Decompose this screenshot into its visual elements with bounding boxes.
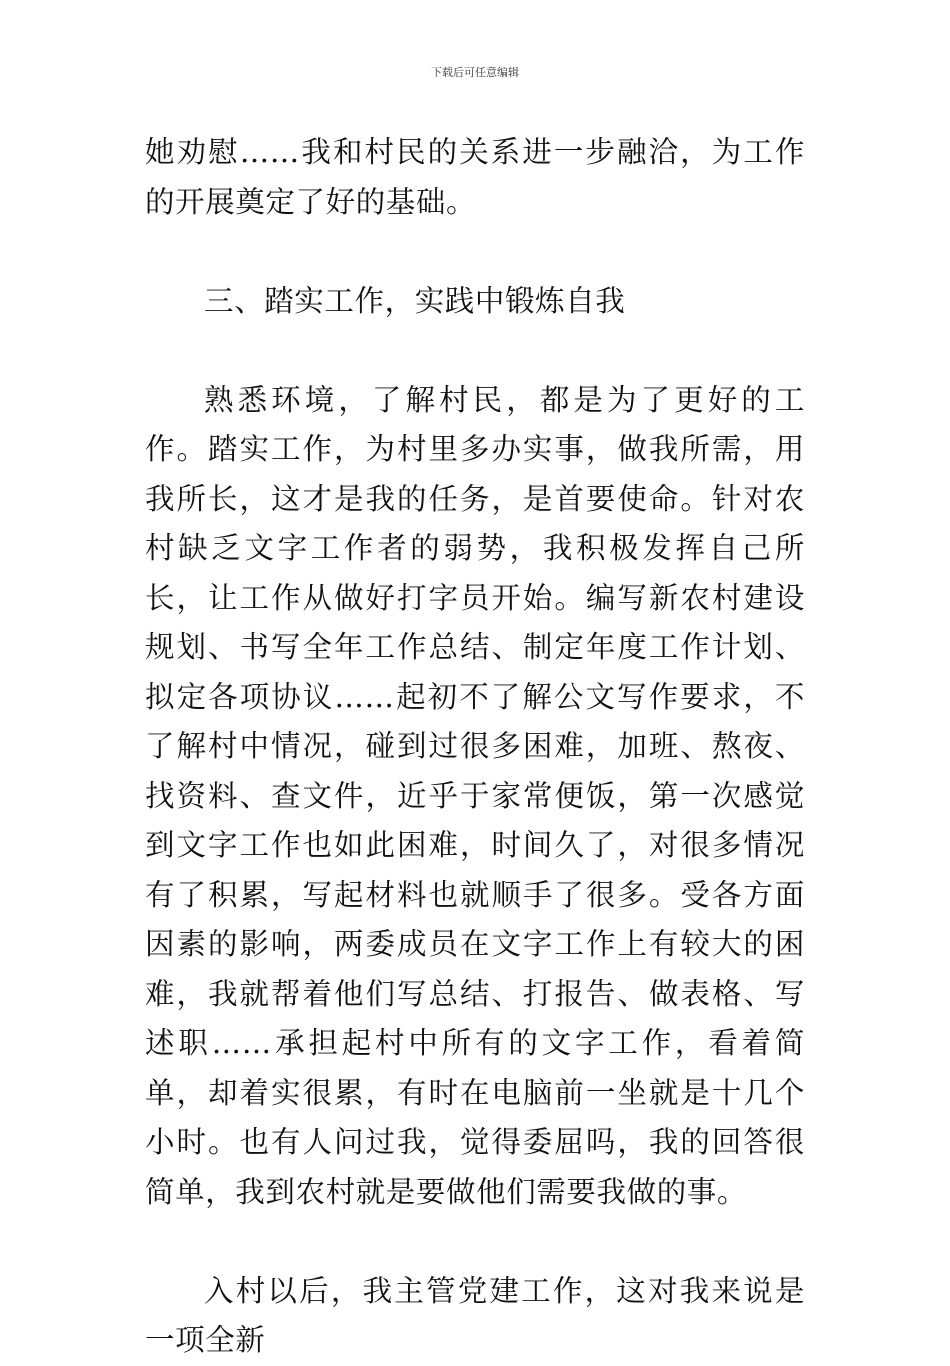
paragraph-next: 入村以后，我主管党建工作，这对我来说是一项全新: [145, 1273, 805, 1357]
page-header: 下载后可任意编辑: [431, 66, 519, 79]
paragraph-main: 熟悉环境，了解村民，都是为了更好的工作。踏实工作，为村里多办实事，做我所需，用我所长，这才是我的任务，是首要使命。针对农村缺乏文字工作者的弱势，我积极发挥自己所长，让工作从做好打字员开始。编写新农村建设规划、书写全年工作总结、制定年度工作计划、拟定各项协议……起初不了解公文写作要求，不了解村中情况，碰到过很多困难，加班、熬夜、找资料、查文件，近乎于家常便饭，第一次感觉到文字工作也如此困难，时间久了，对很多情况有了积累，写起材料也就顺手了很多。受各方面因素的影响，两委成员在文字工作上有较大的困难，我就帮着他们写总结、打报告、做表格、写述职……承担起村中所有的文字工作，看着简单，却着实很累，有时在电脑前一坐就是十几个小时。也有人问过我，觉得委屈吗，我的回答很简单，我到农村就是要做他们需要我做的事。: [145, 382, 805, 1209]
paragraph-continuation: 她劝慰……我和村民的关系进一步融洽，为工作的开展奠定了好的基础。: [145, 135, 805, 219]
section-heading: 三、踏实工作，实践中锻炼自我: [204, 283, 626, 318]
document-body: [145, 128, 805, 1366]
